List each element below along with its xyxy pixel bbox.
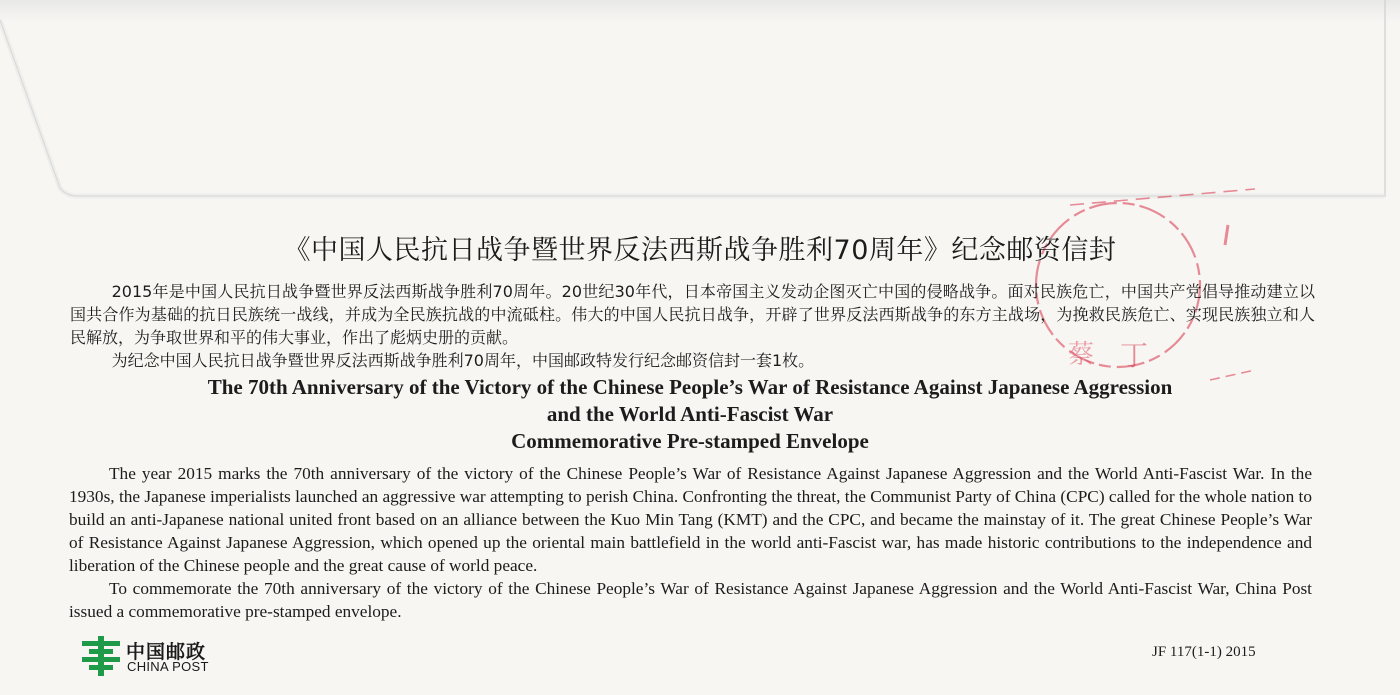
chinese-title: 《中国人民抗日战争暨世界反法西斯战争胜利70周年》纪念邮资信封 xyxy=(283,235,1117,266)
english-title-line-3: Commemorative Pre-stamped Envelope xyxy=(511,429,869,453)
english-title-line-2: and the World Anti-Fascist War xyxy=(546,402,834,426)
china-post-logo xyxy=(80,636,230,678)
postmark-char-1: 丁 xyxy=(1120,339,1149,372)
english-title-line-1: The 70th Anniversary of the Victory of the Chinese People’s War of Resistance Against Japanese Aggression xyxy=(207,375,1173,399)
china-post-logo-text-en: CHINA POST xyxy=(127,659,209,674)
china-post-logo-text-cn: 中国邮政 xyxy=(126,641,207,663)
envelope-flap xyxy=(0,0,1400,200)
chinese-description xyxy=(70,280,1315,372)
english-paragraph-2: To commemorate the 70th anniversary of the victory of the Chinese People’s War of Resistance Against Japanese Aggression and the World Anti-Fascist War, China Post issued a commemorative pre-stamped envelope. xyxy=(69,579,1312,621)
postmark-char-2: 蔡 xyxy=(1068,340,1095,370)
envelope-serial-number: JF 117(1-1) 2015 xyxy=(1152,644,1256,660)
english-description xyxy=(69,462,1312,623)
chinese-paragraph-1: 2015年是中国人民抗日战争暨世界反法西斯战争胜利70周年。20世纪30年代，日本帝国主义发动企图灭亡中国的侵略战争。面对民族危亡，中国共产党倡导推动建立以国共合作为基础的抗日民族统一战线，并成为全民族抗战的中流砥柱。伟大的中国人民抗日战争，开辟了世界反法西斯战争的东方主战场，为挽救民族危亡、实现民族独立和人民解放，为争取世界和平的伟大事业，作出了彪炳史册的贡献。 xyxy=(70,282,1315,347)
china-post-logo-icon xyxy=(80,636,122,676)
english-title xyxy=(100,374,1280,455)
english-paragraph-1: The year 2015 marks the 70th anniversary of the victory of the Chinese People’s War of Resistance Against Japanese Aggression and the World Anti-Fascist War. In the 1930s, the Japanese imperialists launched an aggressive war attempting to perish China. Confronting the threat, the Communist Party of China (CPC) called for the whole nation to build an anti-Japanese national united front based on an alliance between the Kuo Min Tang (KMT) and the CPC, and became the mainstay of it. The great Chinese People’s War of Resistance Against Japanese Aggression, which opened up the oriental main battlefield in the world anti-Fascist war, has made historic contributions to the independence and liberation of the Chinese people and the great cause of world peace. xyxy=(69,464,1312,575)
chinese-paragraph-2: 为纪念中国人民抗日战争暨世界反法西斯战争胜利70周年，中国邮政特发行纪念邮资信封一套1枚。 xyxy=(111,351,815,370)
